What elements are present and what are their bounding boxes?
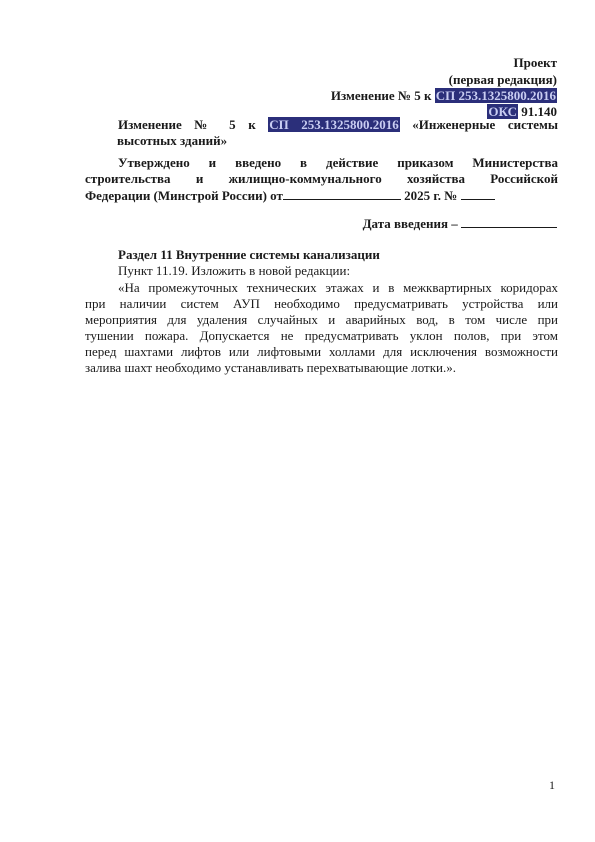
title-line-2: высотных зданий» [117,133,228,148]
section-heading-text: Раздел 11 Внутренние системы канализации [118,247,380,262]
edition-label [449,72,557,88]
order-number-blank [461,187,495,200]
approval-block [118,155,558,171]
order-date-blank [283,187,401,200]
project-text: Проект [513,55,557,70]
project-label [514,55,558,71]
item-instruction [118,263,558,279]
approval-date-prefix: Федерации (Минстрой России) от [85,188,283,203]
approval-line-3 [85,187,558,204]
sp-code-link[interactable]: СП 253.1325800.2016 [435,88,556,103]
intro-date [363,215,557,232]
page-number: 1 [549,778,555,792]
approval-line-1: Утверждено и введено в действие приказом Министерства [118,155,558,170]
approval-line-2: строительства и жилищно-коммунального хозяйства Российской [85,171,558,186]
paragraph-line-2: при наличии систем АУП необходимо предусматривать устройства или [85,296,558,311]
intro-date-blank [461,215,557,228]
oks-code-text: 91.140 [521,104,557,119]
item-instruction-text: Пункт 11.19. Изложить в новой редакции: [118,263,351,278]
change-prefix-text: Изменение № 5 к [330,88,432,103]
title-suffix: «Инженерные системы [412,117,559,132]
title-line-1 [118,117,558,133]
section-heading [118,247,558,263]
change-reference [331,88,557,104]
oks-link[interactable]: ОКС [488,104,517,119]
title-sp-code-link[interactable]: СП 253.1325800.2016 [269,117,399,132]
paragraph-line-1: «На промежуточных технических этажах и в межквартирных коридорах [118,280,558,295]
paragraph-line-6: залива шахт необходимо устанавливать перехватывающие лотки.». [85,360,456,375]
document-title [118,117,558,149]
paragraph-line-3: мероприятия для удаления случайных и аварийных вод, в том числе при [85,312,558,327]
title-prefix: Изменение № 5 к [118,117,256,132]
paragraph-line-4: тушении пожара. Допускается не предусматривать уклон полов, при этом [85,328,558,343]
amendment-paragraph [85,280,558,376]
edition-text: (первая редакция) [448,72,557,87]
intro-date-label: Дата введения – [362,216,458,231]
paragraph-line-5: перед шахтами лифтов или лифтовыми холлами для исключения возможности [85,344,558,359]
approval-block-cont [85,171,558,204]
approval-year-text: 2025 г. № [404,188,458,203]
